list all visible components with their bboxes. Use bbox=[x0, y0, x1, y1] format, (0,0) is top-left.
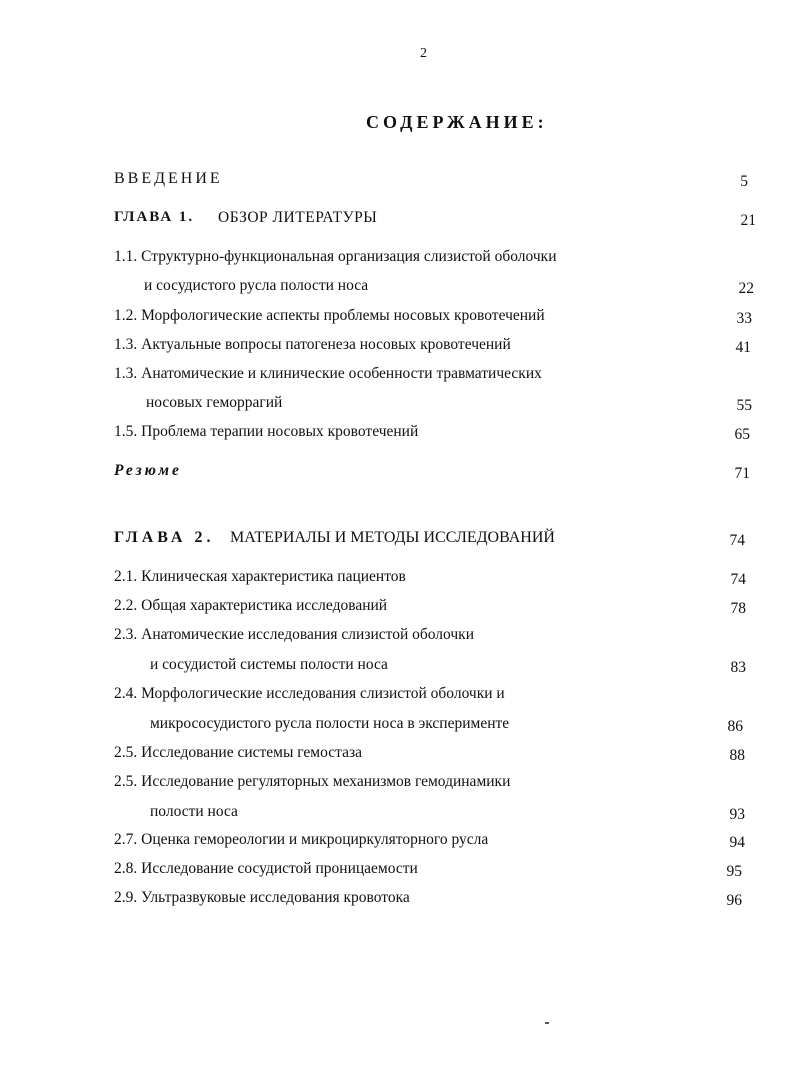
toc-item-2-6-page: 93 bbox=[729, 806, 745, 823]
toc-item-2-4-page: 86 bbox=[727, 718, 743, 735]
toc-item-2-3-page: 83 bbox=[730, 659, 746, 676]
toc-item-1-4-page: 55 bbox=[736, 397, 752, 414]
toc-item-2-1-page: 74 bbox=[730, 571, 746, 588]
toc-resume-page: 71 bbox=[734, 465, 750, 482]
toc-item-1-2-page: 33 bbox=[736, 310, 752, 327]
toc-item-2-2-page: 78 bbox=[730, 600, 746, 617]
toc-item-2-6-line1: 2.5. Исследование регуляторных механизмов гемодинамики bbox=[114, 773, 511, 790]
page-number: 2 bbox=[420, 46, 427, 61]
toc-intro-label: ВВЕДЕНИЕ bbox=[114, 170, 223, 187]
toc-item-2-9: 2.9. Ультразвуковые исследования кровотока bbox=[114, 889, 410, 906]
toc-item-1-1-line1: 1.1. Структурно-функциональная организация слизистой оболочки bbox=[114, 248, 557, 265]
toc-item-2-3-line2: и сосудистой системы полости носа bbox=[150, 656, 388, 673]
toc-item-2-2: 2.2. Общая характеристика исследований bbox=[114, 597, 388, 614]
toc-resume-label: Резюме bbox=[114, 462, 182, 479]
chapter2-title: МАТЕРИАЛЫ И МЕТОДЫ ИССЛЕДОВАНИЙ bbox=[230, 529, 555, 546]
toc-item-2-5-page: 88 bbox=[729, 747, 745, 764]
page-title: СОДЕРЖАНИЕ: bbox=[366, 112, 548, 132]
chapter1-prefix: ГЛАВА 1. bbox=[114, 209, 195, 225]
toc-item-2-8: 2.8. Исследование сосудистой проницаемости bbox=[114, 860, 418, 877]
toc-item-2-7: 2.7. Оценка гемореологии и микроциркуляторного русла bbox=[114, 831, 489, 848]
toc-item-1-1-page: 22 bbox=[738, 280, 754, 297]
toc-item-2-5: 2.5. Исследование системы гемостаза bbox=[114, 744, 362, 761]
toc-item-1-4-line2: носовых геморрагий bbox=[146, 394, 283, 411]
toc-item-2-9-page: 96 bbox=[726, 892, 742, 909]
toc-intro-page: 5 bbox=[740, 173, 748, 190]
chapter2-prefix: ГЛАВА 2. bbox=[114, 529, 215, 546]
toc-item-2-4-line2: микрососудистого русла полости носа в эксперименте bbox=[150, 715, 510, 732]
toc-item-1-1-line2: и сосудистого русла полости носа bbox=[144, 277, 369, 294]
toc-item-1-4-line1: 1.3. Анатомические и клинические особенности травматических bbox=[114, 365, 542, 382]
toc-item-1-2: 1.2. Морфологические аспекты проблемы носовых кровотечений bbox=[114, 307, 545, 324]
chapter1-title: ОБЗОР ЛИТЕРАТУРЫ bbox=[218, 209, 378, 226]
toc-item-2-3-line1: 2.3. Анатомические исследования слизистой оболочки bbox=[114, 626, 475, 643]
toc-item-1-3: 1.3. Актуальные вопросы патогенеза носовых кровотечений bbox=[114, 336, 511, 353]
toc-item-2-4-line1: 2.4. Морфологические исследования слизистой оболочки и bbox=[114, 685, 505, 702]
chapter1-page: 21 bbox=[740, 212, 756, 229]
toc-item-1-3-page: 41 bbox=[735, 339, 751, 356]
toc-item-1-5-page: 65 bbox=[734, 426, 750, 443]
toc-item-2-7-page: 94 bbox=[729, 834, 745, 851]
toc-item-1-5: 1.5. Проблема терапии носовых кровотечений bbox=[114, 423, 419, 440]
chapter2-page: 74 bbox=[729, 532, 745, 549]
toc-item-2-1: 2.1. Клиническая характеристика пациентов bbox=[114, 568, 406, 585]
toc-item-2-8-page: 95 bbox=[726, 863, 742, 880]
scan-speck bbox=[545, 1022, 549, 1024]
toc-item-2-6-line2: полости носа bbox=[150, 803, 238, 820]
